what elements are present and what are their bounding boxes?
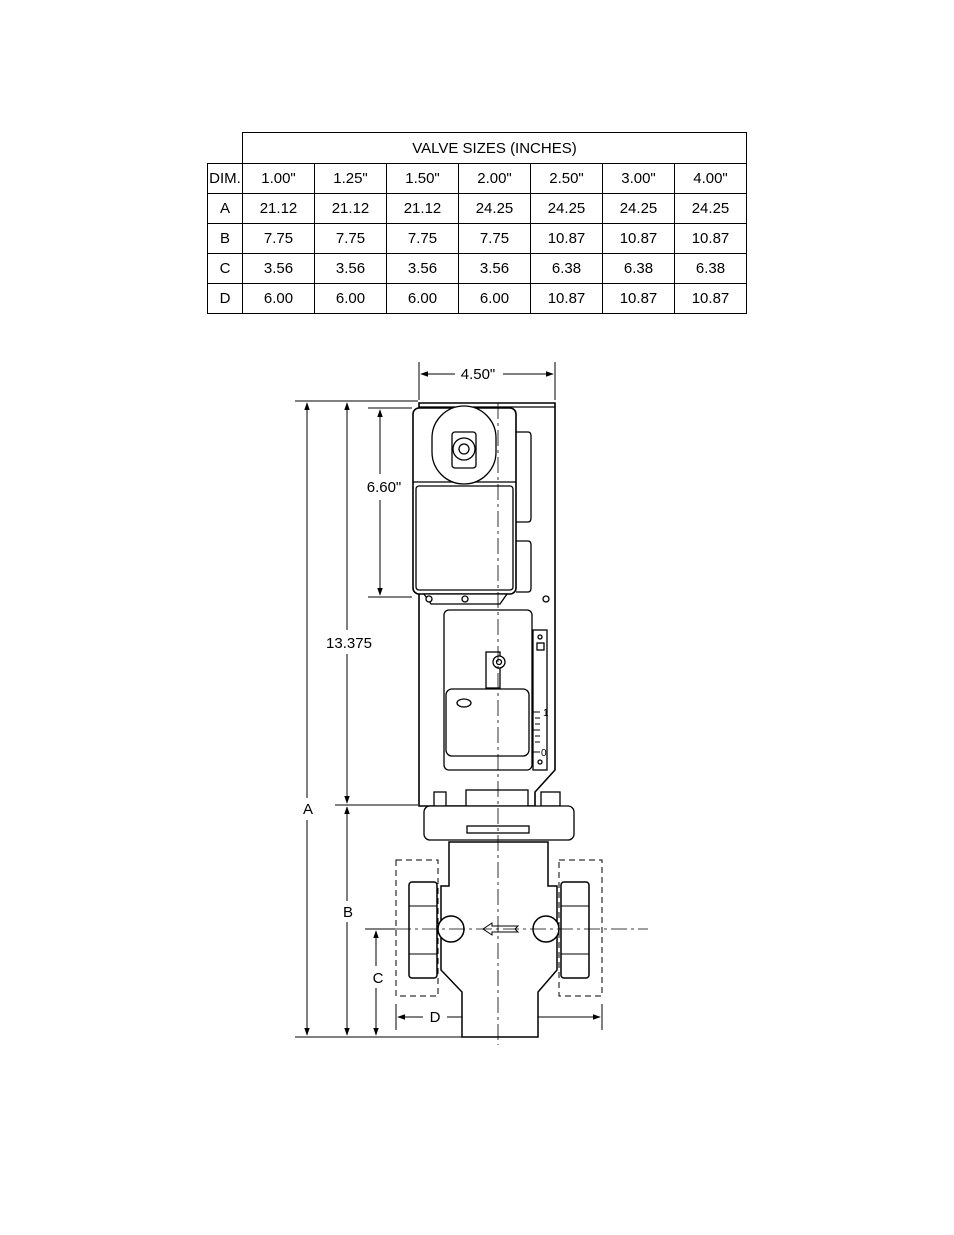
dim-a-label: A [302, 801, 314, 818]
coupling-block [466, 790, 528, 806]
motor-cover [416, 486, 513, 590]
actuator-height-label: 6.60" [366, 479, 402, 496]
bracket-nut-icon [434, 792, 446, 806]
table-cell: 3.56 [315, 254, 387, 284]
table-title: VALVE SIZES (INCHES) [243, 133, 747, 164]
table-cell: 10.87 [531, 284, 603, 314]
size-header: 1.25" [315, 164, 387, 194]
table-cell: 10.87 [603, 224, 675, 254]
table-cell: 10.87 [603, 284, 675, 314]
dim-label: C [208, 254, 243, 284]
scale-label-top: 1 [543, 708, 549, 719]
dim-label: B [208, 224, 243, 254]
scale-indicator-square [537, 643, 544, 650]
table-cell: 10.87 [675, 284, 747, 314]
mount-screw-icon [543, 596, 549, 602]
scale-screw-icon [538, 760, 542, 764]
width-label: 4.50" [460, 366, 496, 383]
dim-header: DIM. [208, 164, 243, 194]
table-cell: 10.87 [675, 224, 747, 254]
size-header: 4.00" [675, 164, 747, 194]
table-cell: 3.56 [243, 254, 315, 284]
mount-screw-icon [426, 596, 432, 602]
table-cell: 7.75 [459, 224, 531, 254]
housing-side-tab-lower [516, 541, 531, 592]
table-cell: 6.38 [531, 254, 603, 284]
cover-screw-icon [457, 699, 471, 707]
dim-d-label: D [429, 1009, 441, 1026]
table-cell: 10.87 [531, 224, 603, 254]
dim-c-label: C [372, 970, 384, 987]
dim-label: A [208, 194, 243, 224]
table-cell: 6.00 [459, 284, 531, 314]
scale-screw-icon [538, 635, 542, 639]
port-fitting-left [409, 882, 437, 978]
table-cell: 24.25 [531, 194, 603, 224]
table-cell: 7.75 [315, 224, 387, 254]
mount-screw-icon [462, 596, 468, 602]
table-cell: 7.75 [387, 224, 459, 254]
actuator-assembly [413, 403, 555, 806]
overall-height-label: 13.375 [326, 635, 372, 652]
table-cell: 24.25 [459, 194, 531, 224]
table-cell: 21.12 [243, 194, 315, 224]
position-indicator-cover [446, 689, 529, 756]
table-cell: 3.56 [459, 254, 531, 284]
table-cell: 6.38 [603, 254, 675, 284]
port-fitting-right [561, 882, 589, 978]
dim-label: D [208, 284, 243, 314]
size-header: 2.00" [459, 164, 531, 194]
bracket-nut-icon [541, 792, 560, 806]
size-header: 1.50" [387, 164, 459, 194]
linkage-pin-center [497, 660, 502, 665]
table-cell: 6.38 [675, 254, 747, 284]
dim-b-label: B [342, 904, 354, 921]
size-header: 3.00" [603, 164, 675, 194]
mounting-plate [424, 806, 574, 840]
table-cell: 24.25 [603, 194, 675, 224]
table-cell: 3.56 [387, 254, 459, 284]
table-cell: 6.00 [315, 284, 387, 314]
table-cell: 21.12 [315, 194, 387, 224]
table-cell: 24.25 [675, 194, 747, 224]
bracket-assembly [424, 790, 574, 840]
size-header: 1.00" [243, 164, 315, 194]
scale-label-bottom: 0 [541, 748, 547, 759]
table-cell: 21.12 [387, 194, 459, 224]
table-cell: 6.00 [243, 284, 315, 314]
valve-body [409, 842, 589, 1037]
table-cell: 6.00 [387, 284, 459, 314]
size-header: 2.50" [531, 164, 603, 194]
housing-side-tab-upper [516, 432, 531, 522]
override-knob-center [459, 444, 469, 454]
table-cell: 7.75 [243, 224, 315, 254]
